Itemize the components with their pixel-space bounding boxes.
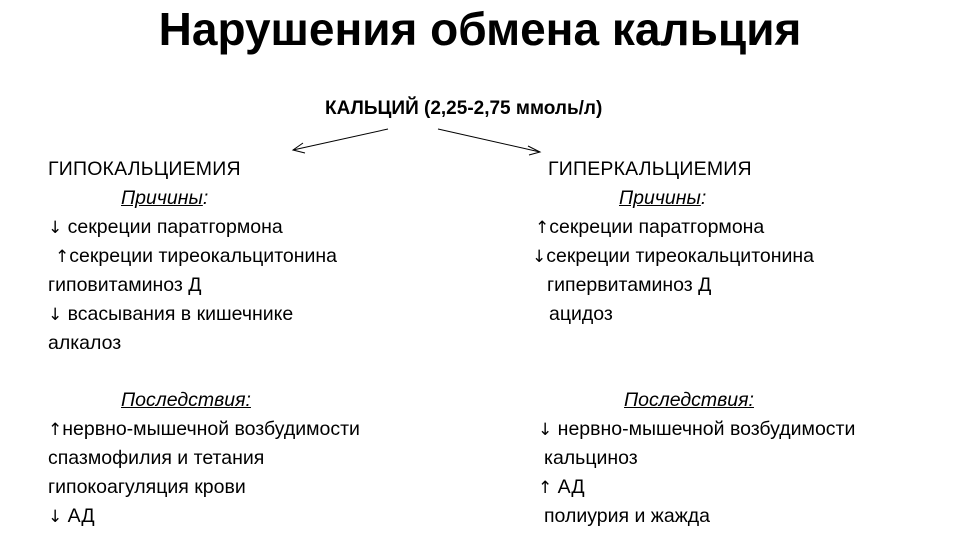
hypocalcemia-cause-5: алкалоз [48,332,122,354]
hypocalcemia-cause-2: ↑секреции тиреокальцитонина [55,245,338,267]
calcium-norm-heading: КАЛЬЦИЙ (2,25-2,75 ммоль/л) [325,98,603,119]
down-arrow-icon: ↓ [532,247,547,267]
up-arrow-icon: ↑ [55,247,70,267]
hypercalcemia-effect-4: полиурия и жажда [544,505,710,527]
hypercalcemia-cause-4: ацидоз [549,303,613,325]
hypocalcemia-cause-4: ↓ всасывания в кишечнике [48,303,294,325]
hypocalcemia-effect-2: спазмофилия и тетания [48,447,265,469]
hypocalcemia-effect-4: ↓ АД [48,505,95,527]
hypocalcemia-cause-3: гиповитаминоз Д [48,274,202,296]
hypercalcemia-cause-2: ↓секреции тиреокальцитонина [532,245,815,267]
hypercalcemia-effects-label: Последствия: [624,389,754,411]
up-arrow-icon: ↑ [538,478,553,498]
hypocalcemia-cause-1: ↓ секреции паратгормона [48,216,283,238]
down-arrow-icon: ↓ [48,218,63,238]
hypercalcemia-effect-1: ↓ нервно-мышечной возбудимости [538,418,856,440]
down-arrow-icon: ↓ [48,507,63,527]
hypercalcemia-cause-1: ↑секреции паратгормона [535,216,765,238]
left-branch-arrow [293,129,388,153]
hypercalcemia-effect-2: кальциноз [544,447,638,469]
down-arrow-icon: ↓ [538,420,553,440]
up-arrow-icon: ↑ [48,420,63,440]
hypercalcemia-causes-label: Причины: [619,187,707,209]
hypercalcemia-cause-3: гипервитаминоз Д [547,274,712,296]
down-arrow-icon: ↓ [48,305,63,325]
hypercalcemia-effect-3: ↑ АД [538,476,585,498]
page-title: Нарушения обмена кальция [158,3,802,55]
up-arrow-icon: ↑ [535,218,550,238]
right-branch-arrow [438,129,540,155]
hypercalcemia-heading: ГИПЕРКАЛЬЦИЕМИЯ [548,158,752,180]
hypocalcemia-effects-label: Последствия: [121,389,251,411]
hypocalcemia-causes-label: Причины: [121,187,209,209]
hypocalcemia-effect-1: ↑нервно-мышечной возбудимости [48,418,360,440]
hypocalcemia-heading: ГИПОКАЛЬЦИЕМИЯ [48,158,241,180]
hypocalcemia-effect-3: гипокоагуляция крови [48,476,246,498]
